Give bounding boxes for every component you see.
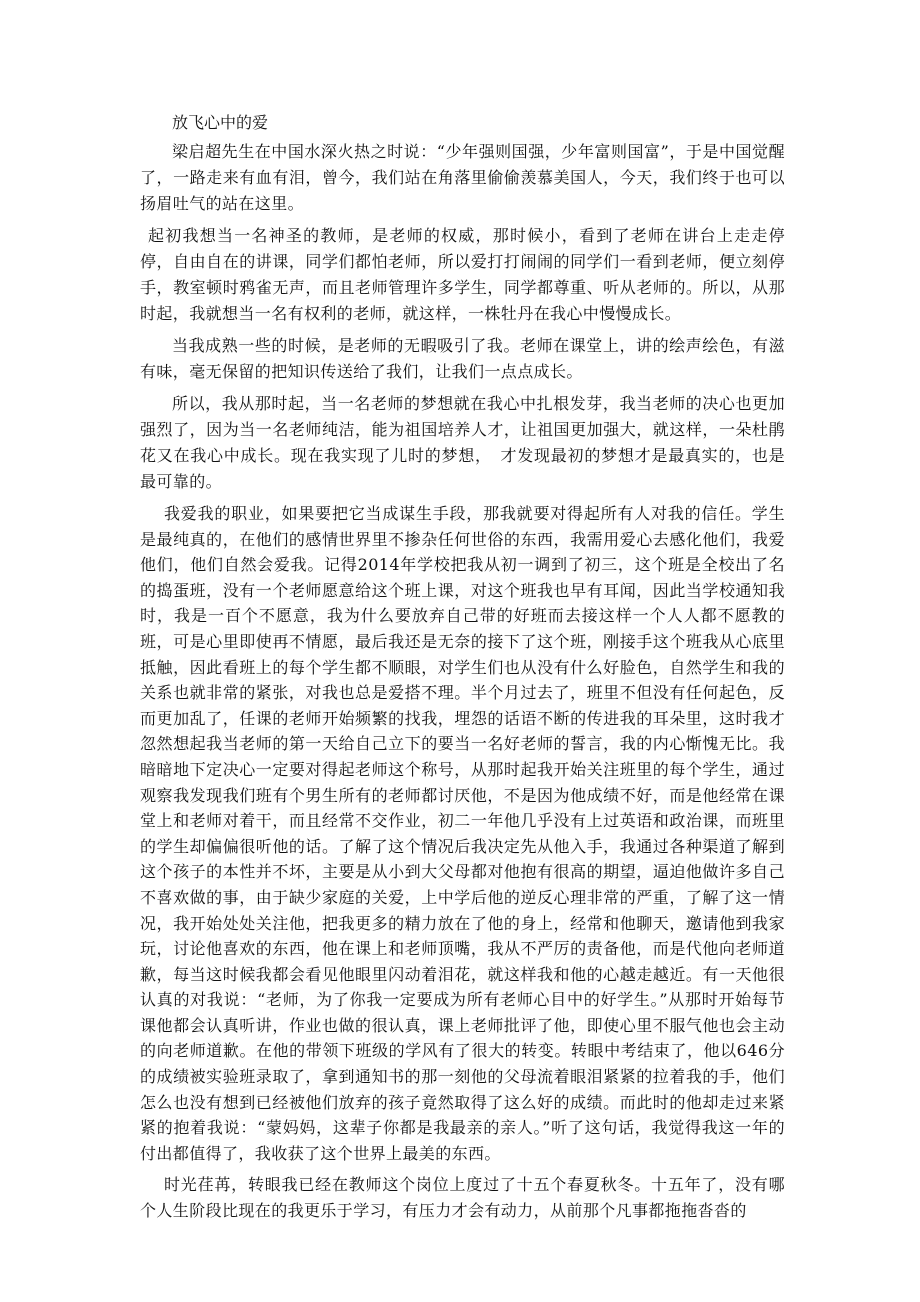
paragraph-5: 我爱我的职业，如果要把它当成谋生手段，那我就要对得起所有人对我的信任。学生是最纯真的，在他们的感情世界里不掺杂任何世俗的东西，我需用爱心去感化他们，我爱他们，他们自然会爱我。记得2014年学校把我从初一调到了初三，这个班是全校出了名的捣蛋班，没有一个老师愿意给这个班上课，对这个班我也早有耳闻，因此当学校通知我时，我是一百个不愿意，我为什么要放弃自己带的好班而去接这样一个人人都不愿教的班，可是心里即使再不情愿，最后我还是无奈的接下了这个班，刚接手这个班我从心底里抵触，因此看班上的每个学生都不顺眼，对学生们也从没有什么好脸色，自然学生和我的关系也就非常的紧张，对我也总是爱搭不理。半个月过去了，班里不但没有任何起色，反而更加乱了，任课的老师开始频繁的找我，埋怨的话语不断的传进我的耳朵里，这时我才忽然想起我当老师的第一天给自己立下的要当一名好老师的誓言，我的内心惭愧无比。我暗暗地下定决心一定要对得起老师这个称号，从那时起我开始关注班里的每个学生，通过观察我发现我们班有个男生所有的老师都讨厌他，不是因为他成绩不好，而是他经常在课堂上和老师对着干，而且经常不交作业，初二一年他几乎没有上过英语和政治课，而班里的学生却偏偏很听他的话。了解了这个情况后我决定先从他入手，我通过各种渠道了解到这个孩子的本性并不坏，主要是从小到大父母都对他抱有很高的期望，逼迫他做许多自己不喜欢做的事，由于缺少家庭的关爱，上中学后他的逆反心理非常的严重，了解了这一情况，我开始处处关注他，把我更多的精力放在了他的身上，经常和他聊天，邀请他到我家玩，讨论他喜欢的东西，他在课上和老师顶嘴，我从不严厉的责备他，而是代他向老师道歉，每当这时候我都会看见他眼里闪动着泪花，就这样我和他的心越走越近。有一天他很认真的对我说：“老师，为了你我一定要成为所有老师心目中的好学生。”从那时开始每节课他都会认真听讲，作业也做的很认真，课上老师批评了他，即使心里不服气他也会主动的向老师道歉。在他的带领下班级的学风有了很大的转变。转眼中考结束了，他以646分的成绩被实验班录取了，拿到通知书的那一刻他的父母流着眼泪紧紧的拉着我的手，他们怎么也没有想到已经被他们放弃的孩子竟然取得了这么好的成绩。而此时的他却走过来紧紧的抱着我说：“蒙妈妈，这辈子你都是我最亲的亲人。”听了这句话，我觉得我这一年的付出都值得了，我收获了这个世界上最美的东西。 xyxy=(140,504,785,1163)
paragraph-4: 所以，我从那时起，当一名老师的梦想就在我心中扎根发芽，我当老师的决心也更加强烈了，因为当一名老师纯洁，能为祖国培养人才，让祖国更加强大，就这样，一朵杜鹃花又在我心中成长。现在我实现了儿时的梦想， 才发现最初的梦想才是最真实的，也是最可靠的。 xyxy=(140,394,785,491)
paragraph-3: 当我成熟一些的时候，是老师的无暇吸引了我。老师在课堂上，讲的绘声绘色，有滋有味，毫无保留的把知识传送给了我们，让我们一点点成长。 xyxy=(140,336,785,381)
paragraph-1: 梁启超先生在中国水深火热之时说：“少年强则国强，少年富则国富”，于是中国觉醒了，一路走来有血有泪，曾今，我们站在角落里偷偷羡慕美国人，今天，我们终于也可以扬眉吐气的站在这里。 xyxy=(140,142,785,213)
document-body xyxy=(140,110,785,1230)
paragraph-2: 起初我想当一名神圣的教师，是老师的权威，那时候小，看到了老师在讲台上走走停停，自由自在的讲课，同学们都怕老师，所以爱打打闹闹的同学们一看到老师，便立刻停手，教室顿时鸦雀无声，而且老师管理许多学生，同学都尊重、听从老师的。所以，从那时起，我就想当一名有权利的老师，就这样，一株牡丹在我心中慢慢成长。 xyxy=(140,226,785,323)
paragraph-6: 时光荏苒，转眼我已经在教师这个岗位上度过了十五个春夏秋冬。十五年了，没有哪个人生阶段比现在的我更乐于学习，有压力才会有动力，从前那个凡事都拖拖沓沓的 xyxy=(140,1175,785,1221)
document-title: 放飞心中的爱 xyxy=(172,113,269,132)
